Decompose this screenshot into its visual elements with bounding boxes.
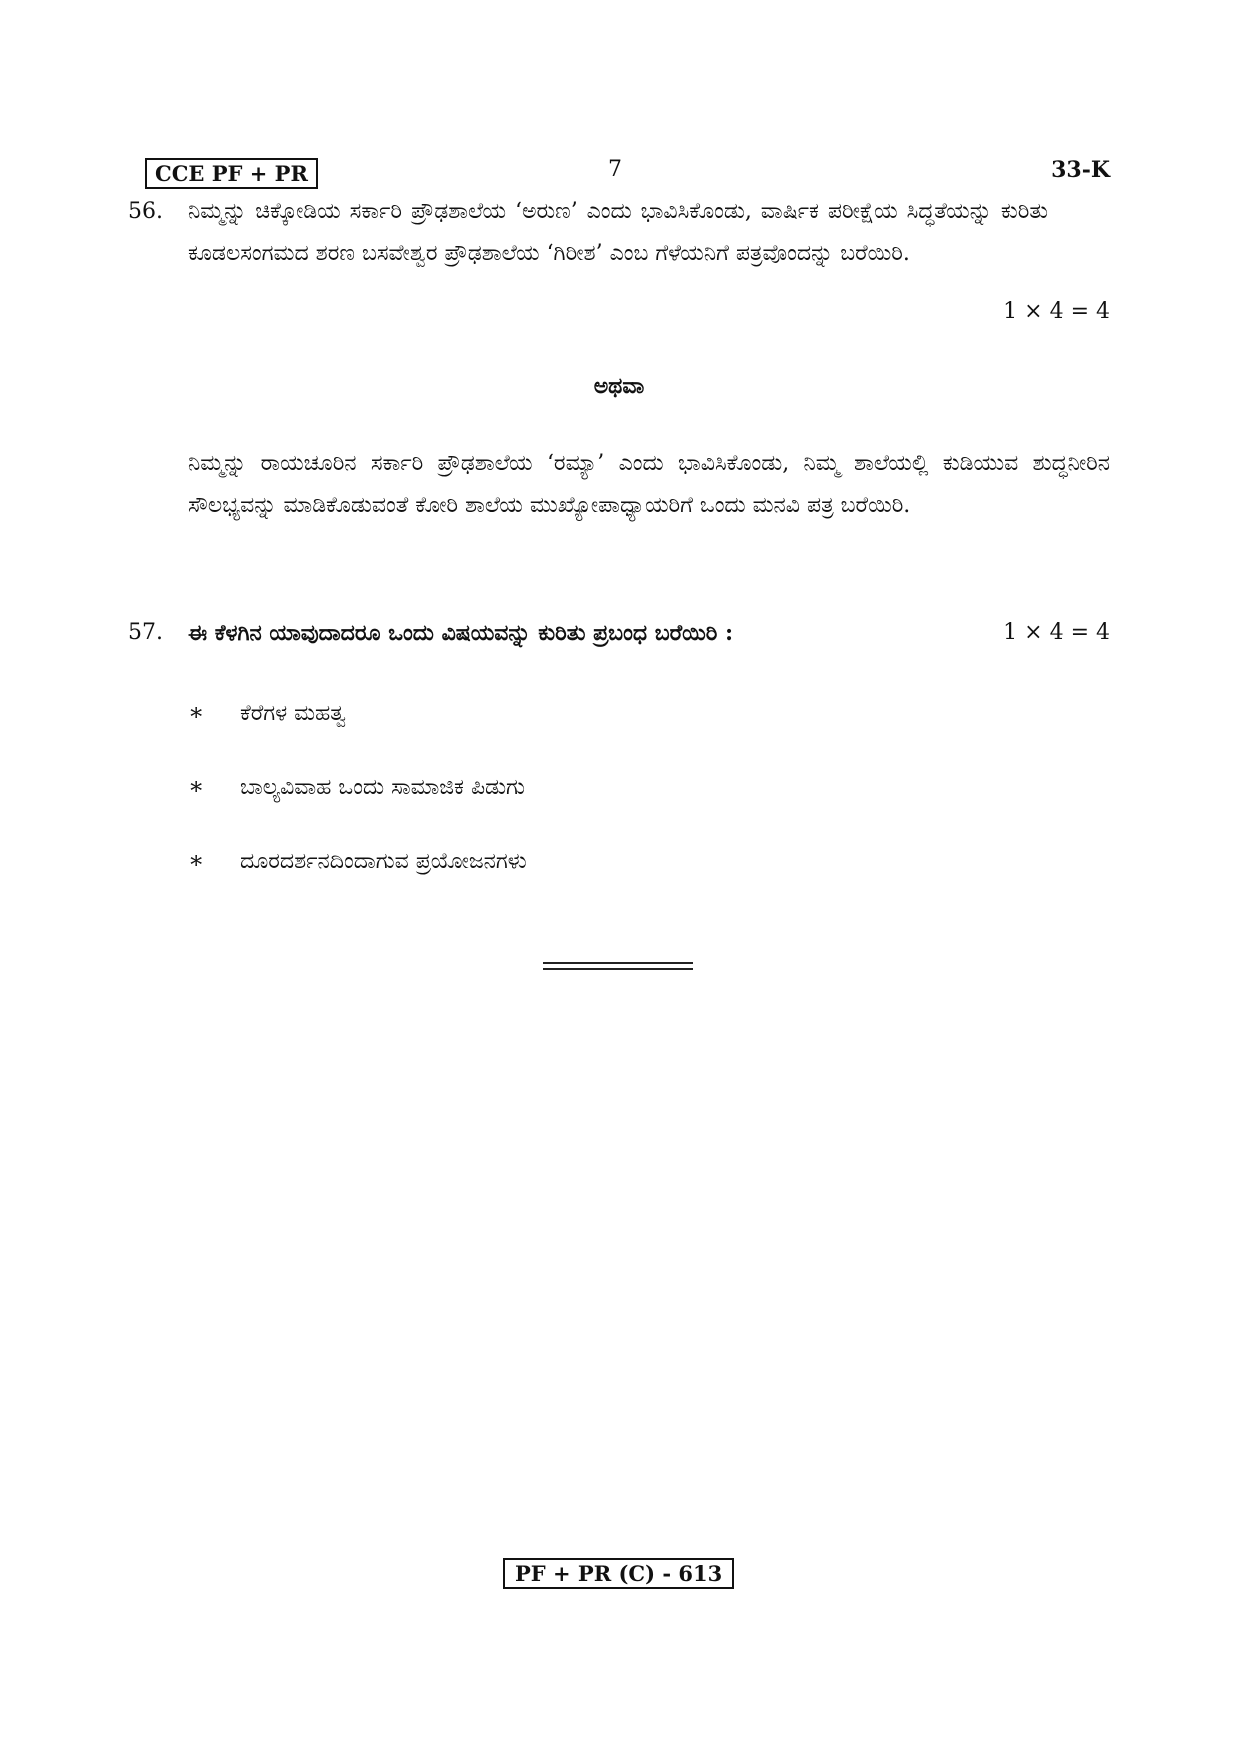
asterisk-bullet-icon: ∗	[188, 698, 205, 726]
page-number: 7	[608, 157, 622, 182]
footer-paper-code: PF + PR (C) - 613	[503, 1558, 734, 1589]
asterisk-bullet-icon: ∗	[188, 772, 205, 800]
question-57-text: ಈ ಕೆಳಗಿನ ಯಾವುದಾದರೂ ಒಂದು ವಿಷಯವನ್ನು ಕುರಿತು ಪ್ರಬಂಧ ಬರೆಯಿರಿ :	[188, 620, 734, 646]
asterisk-bullet-icon: ∗	[188, 846, 205, 874]
question-57-number: 57.	[128, 620, 163, 645]
essay-topic-label: ಬಾಲ್ಯವಿವಾಹ ಒಂದು ಸಾಮಾಜಿಕ ಪಿಡುಗು	[240, 775, 525, 800]
essay-topic-label: ದೂರದರ್ಶನದಿಂದಾಗುವ ಪ್ರಯೋಜನಗಳು	[240, 849, 527, 874]
question-56-marks: 1 × 4 = 4	[1003, 299, 1110, 324]
paper-code: 33-K	[1051, 157, 1110, 183]
or-label: ಅಥವಾ	[593, 373, 645, 399]
essay-topic-item	[188, 772, 525, 802]
question-57-marks: 1 × 4 = 4	[1003, 620, 1110, 645]
essay-topic-label: ಕೆರೆಗಳ ಮಹತ್ವ	[240, 701, 346, 726]
end-double-rule	[543, 962, 693, 970]
essay-topic-item	[188, 698, 346, 728]
question-56-number: 56.	[128, 199, 163, 224]
header-course-code: CCE PF + PR	[145, 158, 318, 189]
question-56-alternative-text: ನಿಮ್ಮನ್ನು ರಾಯಚೂರಿನ ಸರ್ಕಾರಿ ಪ್ರೌಢಶಾಲೆಯ ‘ರಮ್ಯಾ’ ಎಂದು ಭಾವಿಸಿಕೊಂಡು, ನಿಮ್ಮ ಶಾಲೆಯಲ್ಲಿ ಕುಡಿಯುವ ಶುದ್ಧನೀರಿನ ಸೌಲಭ್ಯವನ್ನು ಮಾಡಿಕೊಡುವಂತೆ ಕೋರಿ ಶಾಲೆಯ ಮುಖ್ಯೋಪಾಧ್ಯಾಯರಿಗೆ ಒಂದು ಮನವಿ ಪತ್ರ ಬರೆಯಿರಿ.	[188, 451, 1110, 518]
essay-topic-item	[188, 846, 527, 876]
question-56-text: ನಿಮ್ಮನ್ನು ಚಿಕ್ಕೋಡಿಯ ಸರ್ಕಾರಿ ಪ್ರೌಢಶಾಲೆಯ ‘ಅರುಣ’ ಎಂದು ಭಾವಿಸಿಕೊಂಡು, ವಾರ್ಷಿಕ ಪರೀಕ್ಷೆಯ ಸಿದ್ಧತೆಯನ್ನು ಕುರಿತು ಕೂಡಲಸಂಗಮದ ಶರಣ ಬಸವೇಶ್ವರ ಪ್ರೌಢಶಾಲೆಯ ‘ಗಿರೀಶ’ ಎಂಬ ಗೆಳೆಯನಿಗೆ ಪತ್ರವೊಂದನ್ನು ಬರೆಯಿರಿ.	[188, 199, 1048, 266]
